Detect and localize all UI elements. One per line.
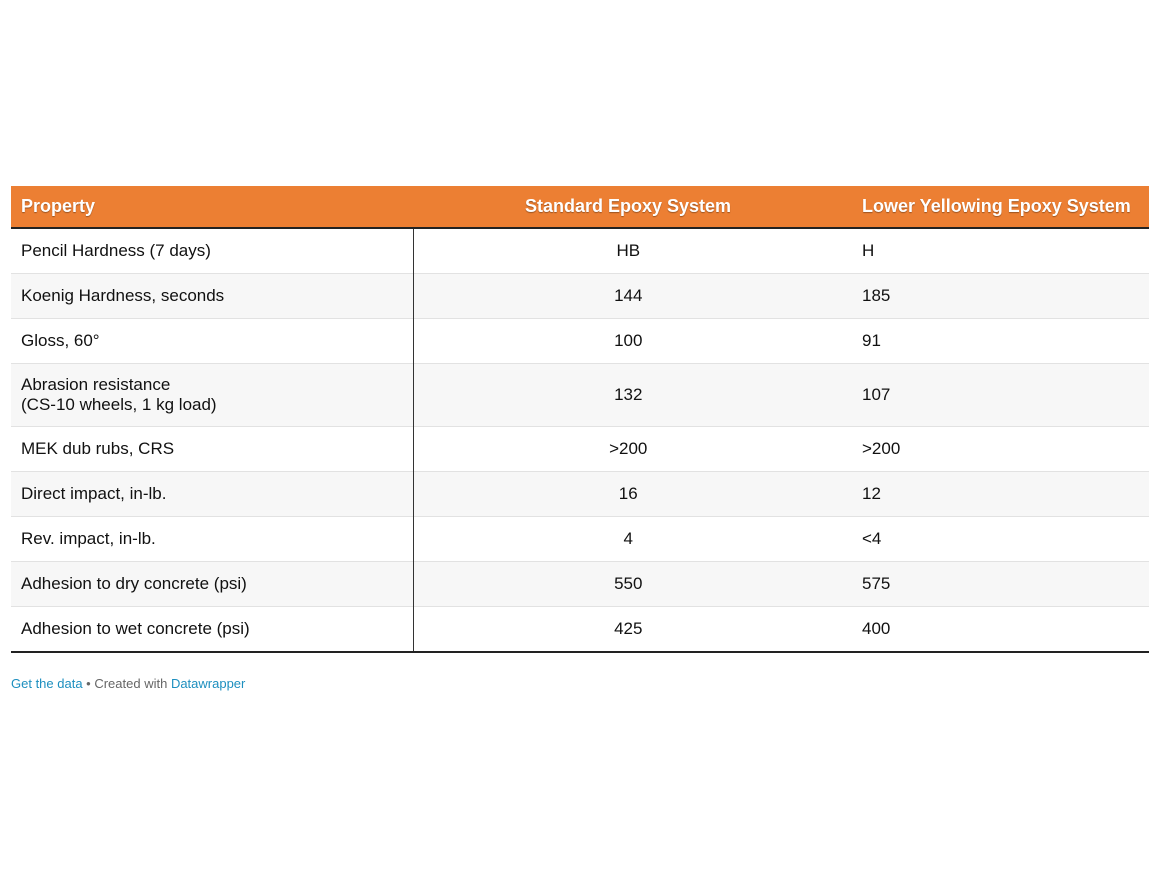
cell-standard-epoxy: 4 bbox=[413, 517, 843, 562]
cell-standard-epoxy: 16 bbox=[413, 472, 843, 517]
cell-property: Gloss, 60° bbox=[11, 319, 413, 364]
column-header-standard-epoxy[interactable]: Standard Epoxy System bbox=[524, 196, 732, 216]
table-row bbox=[11, 517, 1149, 562]
cell-lower-yellowing-epoxy: >200 bbox=[843, 427, 1149, 472]
column-header-property[interactable]: Property bbox=[21, 196, 96, 216]
table-row bbox=[11, 562, 1149, 607]
table-row bbox=[11, 274, 1149, 319]
table-row bbox=[11, 364, 1149, 427]
cell-standard-epoxy: >200 bbox=[413, 427, 843, 472]
cell-property: Rev. impact, in-lb. bbox=[11, 517, 413, 562]
cell-lower-yellowing-epoxy: H bbox=[862, 241, 875, 260]
cell-lower-yellowing-epoxy: 91 bbox=[843, 319, 1149, 364]
table-row bbox=[11, 607, 1149, 653]
cell-standard-epoxy: 100 bbox=[413, 319, 843, 364]
table-body bbox=[11, 228, 1149, 652]
datawrapper-link[interactable]: Datawrapper bbox=[170, 676, 246, 691]
cell-lower-yellowing-epoxy: 12 bbox=[843, 472, 1149, 517]
data-table bbox=[11, 186, 1149, 653]
footer-credit-text: • Created with bbox=[82, 676, 171, 691]
table-row bbox=[11, 228, 1149, 274]
cell-standard-epoxy: 425 bbox=[413, 607, 843, 653]
cell-lower-yellowing-epoxy: 575 bbox=[843, 562, 1149, 607]
column-header-lower-yellowing-epoxy[interactable]: Lower Yellowing Epoxy System bbox=[862, 196, 1131, 216]
cell-property: Adhesion to wet concrete (psi) bbox=[11, 607, 413, 653]
cell-property: Direct impact, in-lb. bbox=[11, 472, 413, 517]
table-row bbox=[11, 427, 1149, 472]
cell-standard-epoxy: 550 bbox=[413, 562, 843, 607]
cell-lower-yellowing-epoxy: 107 bbox=[843, 364, 1149, 427]
cell-property: Abrasion resistance (CS-10 wheels, 1 kg load) bbox=[11, 364, 413, 427]
chart-footer bbox=[11, 676, 245, 691]
cell-property: MEK dub rubs, CRS bbox=[11, 427, 413, 472]
cell-standard-epoxy: HB bbox=[616, 241, 641, 260]
cell-property: Pencil Hardness (7 days) bbox=[11, 228, 413, 274]
table-row bbox=[11, 472, 1149, 517]
cell-lower-yellowing-epoxy: 185 bbox=[843, 274, 1149, 319]
table-header-row bbox=[11, 186, 1149, 228]
cell-property: Koenig Hardness, seconds bbox=[11, 274, 413, 319]
table-row bbox=[11, 319, 1149, 364]
get-the-data-link[interactable]: Get the data bbox=[11, 676, 83, 691]
cell-standard-epoxy: 144 bbox=[413, 274, 843, 319]
cell-standard-epoxy: 132 bbox=[413, 364, 843, 427]
cell-property: Adhesion to dry concrete (psi) bbox=[11, 562, 413, 607]
cell-lower-yellowing-epoxy: 400 bbox=[843, 607, 1149, 653]
data-table-container bbox=[11, 186, 1149, 653]
cell-lower-yellowing-epoxy: <4 bbox=[843, 517, 1149, 562]
